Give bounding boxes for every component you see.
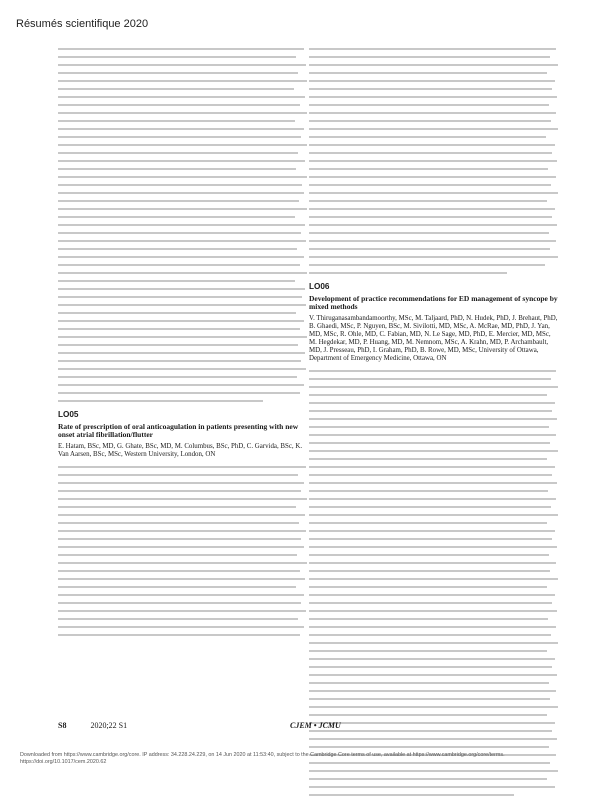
text-line: [58, 376, 297, 378]
text-line: [58, 296, 302, 298]
text-line: [309, 554, 549, 556]
text-line: [58, 570, 300, 572]
text-line: [58, 594, 304, 596]
text-line: [309, 216, 552, 218]
text-line: [58, 360, 301, 362]
text-line: [58, 618, 298, 620]
text-line: [309, 208, 555, 210]
text-line: [309, 120, 551, 122]
right-column: [309, 48, 559, 802]
abstract-body: [309, 370, 559, 796]
text-line: [58, 634, 300, 636]
text-line: [58, 256, 304, 258]
text-line: [309, 152, 552, 154]
text-line: [58, 482, 304, 484]
text-line: [58, 602, 301, 604]
abstract-title: Development of practice recommendations for ED management of syncope by mixed methods: [309, 294, 558, 312]
text-line: [309, 698, 550, 700]
text-line: [309, 232, 549, 234]
journal-name: CJEM • JCMU: [290, 721, 341, 730]
text-line: [309, 586, 547, 588]
text-line: [58, 392, 300, 394]
text-line: [58, 562, 307, 564]
abstract-authors: V. Thiruganasambandamoorthy, MSc, M. Taljaard, PhD, N. Hudek, PhD, J. Brehaut, PhD, B. Ghaedi, MSc, P. Nguyen, BSc, M. Sivilotti, MD, MSc, A. McRae, MD, PhD, J. Yan, MD, MSc, R. Ohle, MD, C. Fabian, MD, N. Le Sage, MD, PhD, E. Mercier, MD, MSc, M. Hegdekar, MD, P. Huang, MD, M. Nemnom, MSc, A. Krahn, MD, P. Archambault, MD, J. Presseau, PhD, I. Graham, PhD, B. Rowe, MD, MSc, University of Ottawa, Department of Emergency Medicine, Ottawa, ON: [309, 315, 558, 362]
text-line: [309, 112, 556, 114]
text-line: [309, 578, 558, 580]
text-line: [58, 538, 301, 540]
abstract-authors: E. Hatam, BSc, MD, G. Ghate, BSc, MD, M. Columbus, BSc, PhD, C. Garvida, BSc, K. Van Aarsen, BSc, MSc, Western University, London, ON: [58, 443, 303, 459]
text-line: [309, 80, 555, 82]
text-line: [309, 144, 555, 146]
text-line: [309, 482, 557, 484]
text-line: [58, 176, 307, 178]
text-line: [309, 658, 555, 660]
text-line: [58, 522, 299, 524]
text-line: [309, 402, 555, 404]
text-line: [309, 160, 557, 162]
page-footer: [58, 721, 127, 730]
text-line: [58, 336, 307, 338]
text-line: [58, 312, 296, 314]
text-line: [309, 442, 550, 444]
text-line: [58, 498, 307, 500]
text-line: [309, 104, 549, 106]
text-line: [309, 682, 549, 684]
text-line: [309, 490, 548, 492]
text-line: [309, 610, 557, 612]
abstract-lo05: [58, 410, 308, 636]
text-line: [309, 240, 556, 242]
text-line: [309, 506, 551, 508]
text-line: [309, 434, 556, 436]
text-line: [309, 538, 552, 540]
abstract-title: Rate of prescription of oral anticoagulation in patients presenting with new onset atrial fibrillation/flutter: [58, 422, 299, 440]
text-line: [309, 746, 549, 748]
text-line: [309, 674, 557, 676]
text-line: [309, 426, 549, 428]
text-line: [58, 184, 302, 186]
text-line: [309, 618, 548, 620]
text-line: [309, 48, 556, 50]
text-line: [309, 666, 552, 668]
text-line: [58, 48, 304, 50]
text-line: [58, 160, 305, 162]
text-line: [58, 490, 301, 492]
text-line: [309, 136, 546, 138]
text-line: [309, 642, 558, 644]
text-line: [58, 88, 294, 90]
text-line: [309, 418, 557, 420]
text-line: [309, 378, 551, 380]
text-line: [309, 88, 552, 90]
text-line: [309, 248, 550, 250]
text-line: [58, 288, 305, 290]
text-line: [58, 530, 306, 532]
text-line: [309, 272, 507, 274]
text-line: [309, 176, 556, 178]
text-line: [309, 626, 556, 628]
text-line: [309, 192, 558, 194]
text-line: [58, 384, 304, 386]
left-column: [58, 48, 308, 642]
text-line: [309, 722, 555, 724]
text-line: [58, 344, 298, 346]
text-line: [309, 168, 548, 170]
text-line: [309, 738, 557, 740]
text-line: [58, 546, 304, 548]
text-line: [58, 610, 306, 612]
text-line: [309, 458, 547, 460]
text-line: [58, 128, 304, 130]
text-line: [309, 634, 551, 636]
text-line: [58, 506, 296, 508]
text-line: [309, 184, 551, 186]
text-line: [58, 280, 295, 282]
text-line: [58, 112, 307, 114]
text-line: [309, 370, 556, 372]
abstract-tag: LO05: [58, 410, 79, 419]
text-line: [309, 570, 550, 572]
text-line: [309, 498, 556, 500]
text-line: [309, 786, 555, 788]
text-line: [309, 594, 555, 596]
text-line: [309, 650, 547, 652]
text-line: [309, 714, 547, 716]
text-line: [309, 264, 545, 266]
text-line: [58, 232, 301, 234]
text-line: [58, 328, 300, 330]
text-line: [309, 770, 558, 772]
text-line: [58, 152, 298, 154]
text-line: [58, 136, 301, 138]
abstract-tag: LO06: [309, 282, 330, 291]
text-line: [58, 56, 296, 58]
page-number: S8: [58, 721, 67, 730]
text-line: [309, 778, 547, 780]
volume-label: 2020;22 S1: [90, 721, 128, 730]
text-line: [309, 730, 552, 732]
text-line: [58, 224, 305, 226]
text-line: [58, 304, 306, 306]
download-note: Downloaded from https://www.cambridge.org/core. IP address: 34.228.24.229, on 14 Jun 2020 at 11:53:40, subject to the Cambridge Core terms of use, available at https://www.cambridge.org/core/terms. https://doi.org/10.1017/cem.2020.62: [20, 752, 505, 765]
text-line: [309, 602, 552, 604]
text-line: [58, 368, 306, 370]
text-line: [309, 530, 555, 532]
text-line: [309, 706, 558, 708]
text-line: [58, 240, 306, 242]
text-line: [58, 96, 305, 98]
text-line: [58, 200, 299, 202]
text-line: [309, 386, 558, 388]
text-line: [309, 128, 558, 130]
text-line: [309, 72, 547, 74]
text-line: [58, 168, 296, 170]
prior-abstract-text: [58, 48, 308, 402]
text-line: [58, 104, 300, 106]
text-line: [309, 466, 555, 468]
text-line: [309, 224, 557, 226]
text-line: [58, 120, 295, 122]
text-line: [309, 256, 558, 258]
text-line: [309, 562, 556, 564]
text-line: [58, 64, 306, 66]
text-line: [58, 586, 296, 588]
text-line: [309, 394, 547, 396]
text-line: [58, 72, 298, 74]
text-line: [58, 248, 297, 250]
text-line: [309, 522, 547, 524]
text-line: [58, 192, 304, 194]
text-line: [58, 352, 305, 354]
text-line: [309, 474, 552, 476]
text-line: [58, 554, 297, 556]
text-line: [58, 474, 298, 476]
text-line: [58, 272, 307, 274]
text-line: [309, 56, 550, 58]
text-line: [58, 144, 307, 146]
text-line: [58, 264, 300, 266]
text-line: [58, 320, 304, 322]
text-line: [58, 578, 305, 580]
abstract-body: [58, 466, 308, 636]
text-line: [58, 208, 307, 210]
text-line: [309, 690, 556, 692]
text-line: [309, 514, 558, 516]
text-line: [309, 794, 514, 796]
text-line: [58, 466, 306, 468]
text-line: [58, 80, 307, 82]
text-line: [309, 64, 558, 66]
prior-abstract-text-right: [309, 48, 559, 274]
text-line: [58, 216, 295, 218]
text-line: [309, 410, 552, 412]
text-line: [309, 96, 557, 98]
abstract-lo06: [309, 282, 559, 796]
text-line: [309, 546, 557, 548]
running-header: Résumés scientifique 2020: [16, 18, 149, 30]
text-line: [309, 450, 558, 452]
text-line: [58, 400, 263, 402]
text-line: [58, 626, 304, 628]
text-line: [58, 514, 305, 516]
text-line: [309, 200, 547, 202]
